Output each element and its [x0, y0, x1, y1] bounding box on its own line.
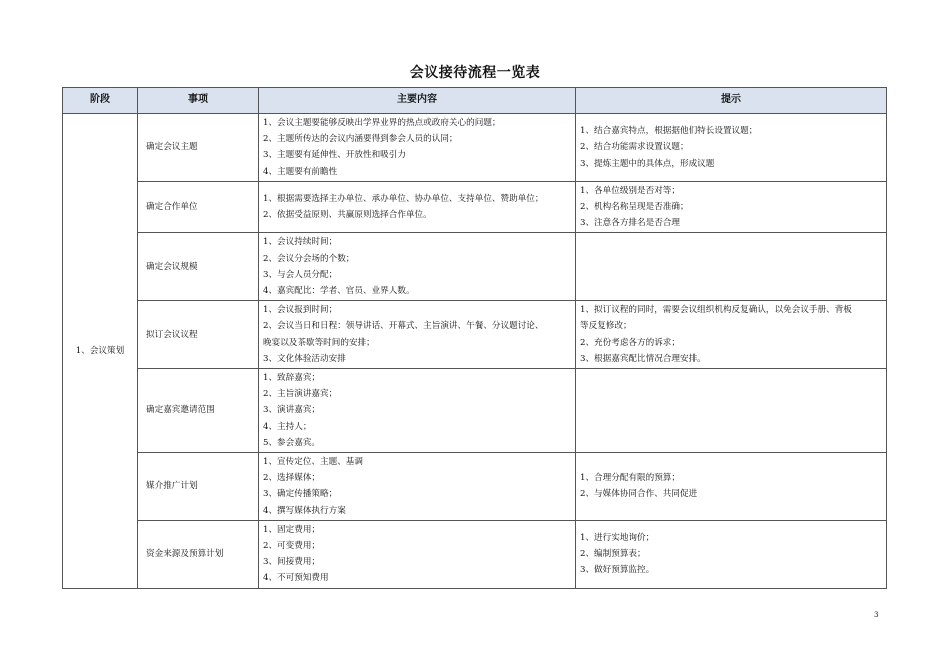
tips-cell — [576, 301, 887, 369]
content-cell — [259, 233, 576, 301]
table-row — [63, 453, 887, 521]
content-cell — [259, 114, 576, 182]
content-line: 4、主题要有前瞻性 — [263, 166, 338, 177]
content-line: 3、与会人员分配； — [263, 269, 338, 280]
content-line: 2、可变费用； — [263, 541, 321, 552]
content-line: 1、根据需要选择主办单位、承办单位、协办单位、支持单位、赞助单位； — [263, 193, 544, 204]
process-table — [62, 87, 887, 589]
tip-line: 2、与媒体协同合作、共同促进 — [580, 489, 698, 500]
content-line: 2、会议当日和日程：领导讲话、开幕式、主旨演讲、午餐、分议题讨论、 — [263, 321, 544, 332]
page-title: 会议接待流程一览表 — [409, 65, 541, 81]
table-row — [63, 369, 887, 453]
table-row — [63, 520, 887, 588]
stage-cell: 1、会议策划 — [63, 114, 138, 589]
header-row — [63, 88, 887, 114]
header-tips: 提示 — [576, 88, 887, 114]
content-line: 2、依据受益原则、共赢原则选择合作单位。 — [263, 210, 432, 221]
tip-line: 2、机构名称呈现是否准确； — [580, 202, 689, 213]
content-line: 2、会议分会场的个数； — [263, 253, 355, 264]
content-cell — [259, 181, 576, 233]
content-line: 1、会议报到时间； — [263, 305, 338, 316]
table-row — [63, 181, 887, 233]
content-cell — [259, 301, 576, 369]
content-line: 5、参会嘉宾。 — [263, 437, 321, 448]
matter-cell: 确定会议主题 — [138, 114, 259, 182]
tip-line: 3、根据嘉宾配比情况合理安排。 — [580, 353, 706, 364]
tips-cell — [576, 233, 887, 301]
header-matter: 事项 — [138, 88, 259, 114]
tips-cell — [576, 369, 887, 453]
content-line: 3、演讲嘉宾； — [263, 405, 321, 416]
content-line: 1、会议持续时间； — [263, 237, 338, 248]
content-line: 1、会议主题要能够反映出学界业界的热点或政府关心的问题； — [263, 118, 501, 128]
matter-cell: 资金来源及预算计划 — [138, 520, 259, 588]
tip-line: 3、注意各方排名是否合理 — [580, 218, 680, 229]
content-line: 3、间接费用； — [263, 557, 321, 568]
content-line: 1、宣传定位、主题、基调 — [263, 457, 363, 468]
tip-line: 1、合理分配有限的预算； — [580, 473, 680, 484]
content-cell — [259, 369, 576, 453]
content-line: 3、主题要有延伸性、开放性和吸引力 — [263, 150, 406, 161]
tip-line: 1、各单位级别是否对等； — [580, 185, 680, 196]
content-line: 2、主题所传达的会议内涵要得到参会人员的认同； — [263, 134, 458, 145]
content-cell — [259, 453, 576, 521]
tip-line: 等反复修改； — [580, 321, 632, 332]
content-line: 3、确定传播策略； — [263, 489, 338, 500]
page-number: 3 — [874, 611, 879, 619]
tips-cell — [576, 520, 887, 588]
tip-line: 1、拟订议程的同时，需要会议组织机构反复确认，以免会议手册、背板 — [580, 305, 852, 316]
content-line: 4、撰写媒体执行方案 — [263, 505, 346, 516]
tip-line: 3、做好预算监控。 — [580, 565, 655, 576]
matter-cell: 确定嘉宾邀请范围 — [138, 369, 259, 453]
header-content: 主要内容 — [259, 88, 576, 114]
table-row — [63, 301, 887, 369]
content-line: 3、文化体验活动安排 — [263, 353, 346, 364]
content-line: 1、致辞嘉宾； — [263, 373, 321, 384]
matter-cell: 确定会议规模 — [138, 233, 259, 301]
content-line: 2、主旨演讲嘉宾； — [263, 389, 338, 400]
matter-cell: 拟订会议议程 — [138, 301, 259, 369]
tip-line: 2、结合功能需求设置议题； — [580, 142, 689, 153]
table-row — [63, 114, 887, 182]
content-line: 2、选择媒体； — [263, 473, 321, 484]
content-line: 4、主持人； — [263, 421, 312, 432]
matter-cell: 媒介推广计划 — [138, 453, 259, 521]
matter-cell: 确定合作单位 — [138, 181, 259, 233]
tip-line: 2、充份考虑各方的诉求； — [580, 337, 680, 348]
tip-line: 1、进行实地询价； — [580, 532, 655, 543]
content-line: 1、固定费用； — [263, 524, 321, 535]
tips-cell — [576, 114, 887, 182]
tip-line: 1、结合嘉宾特点，根据据他们特长设置议题； — [580, 126, 758, 137]
tips-cell — [576, 181, 887, 233]
content-line: 4、不可预知费用 — [263, 573, 329, 584]
table-row — [63, 233, 887, 301]
content-cell — [259, 520, 576, 588]
content-line: 晚宴以及茶歇等时间的安排； — [263, 337, 375, 348]
tip-line: 3、提炼主题中的具体点，形成议题 — [580, 158, 715, 169]
tip-line: 2、编制预算表； — [580, 549, 646, 560]
content-line: 4、嘉宾配比：学者、官员、业界人数。 — [263, 286, 415, 297]
header-stage: 阶段 — [63, 88, 138, 114]
tips-cell — [576, 453, 887, 521]
